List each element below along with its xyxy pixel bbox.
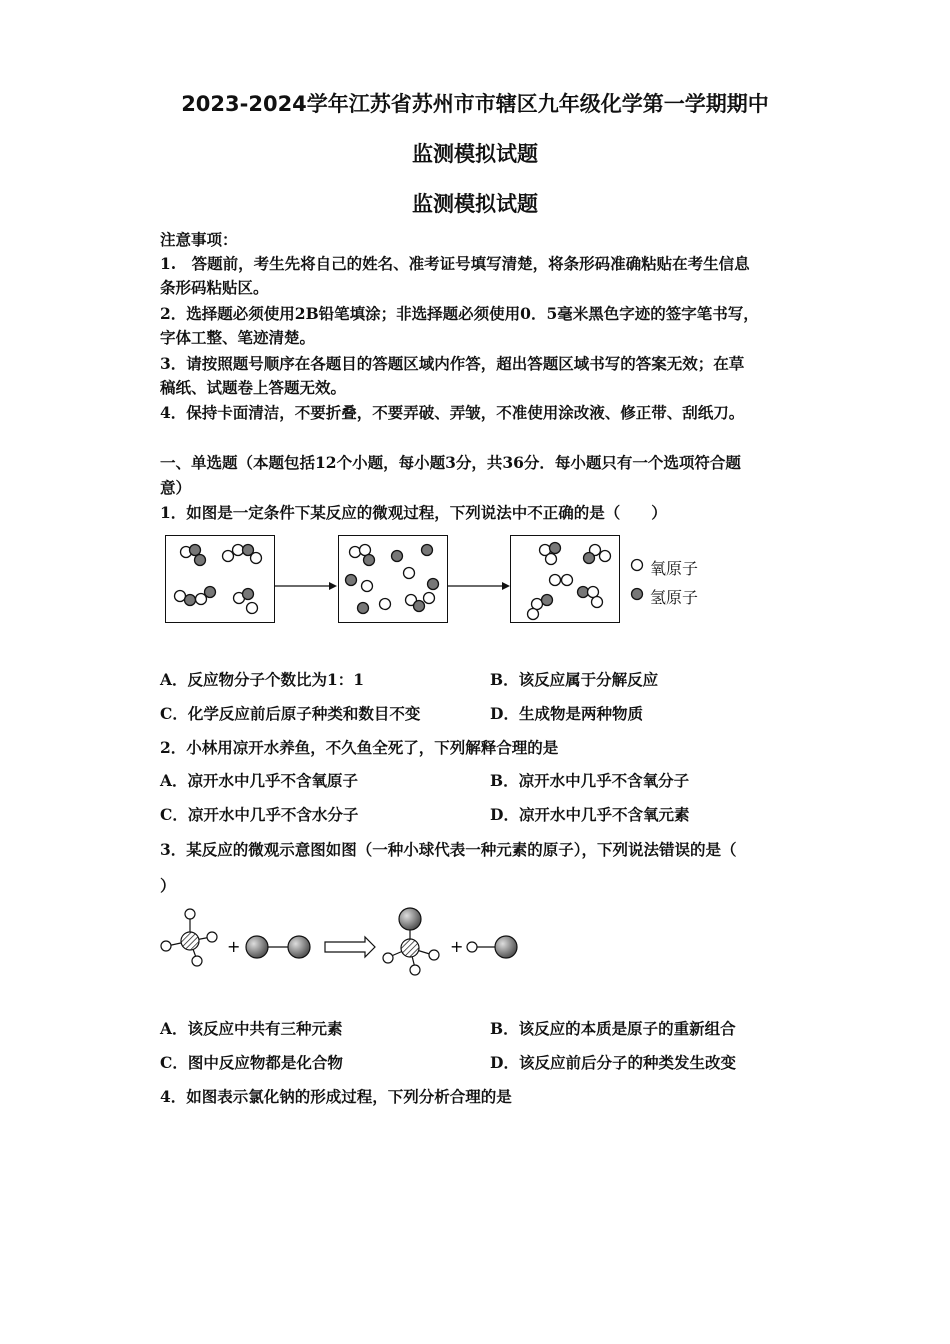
section-heading-cont: 意） (160, 478, 192, 497)
notice-line: 1. 答题前，考生先将自己的姓名、准考证号填写清楚，将条形码准确粘贴在考生信息 (160, 254, 750, 273)
q1-box-reactants (165, 535, 275, 623)
q3-stem-cont: ） (160, 876, 176, 895)
q1-box-intermediate (338, 535, 448, 623)
q2-option-d[interactable]: D．凉开水中几乎不含氧元素 (490, 805, 690, 824)
q1-option-c[interactable]: C．化学反应前后原子种类和数目不变 (160, 704, 421, 723)
q1-option-b[interactable]: B．该反应属于分解反应 (490, 670, 659, 689)
q3-option-c[interactable]: C．图中反应物都是化合物 (160, 1053, 343, 1072)
q1-reactant-molecules (166, 536, 274, 622)
notice-line: 条形码粘贴区。 (160, 278, 269, 297)
notice-heading: 注意事项： (160, 230, 238, 249)
q1-option-d[interactable]: D．生成物是两种物质 (490, 704, 643, 723)
legend-hydrogen-label: 氢原子 (650, 588, 699, 607)
notice-line: 3．请按照题号顺序在各题目的答题区域内作答，超出答题区域书写的答案无效；在草 (160, 354, 745, 373)
q2-option-a[interactable]: A．凉开水中几乎不含氧原子 (160, 771, 359, 790)
notice-line: 稿纸、试题卷上答题无效。 (160, 378, 347, 397)
notice-line: 2．选择题必须使用2B铅笔填涂；非选择题必须使用0．5毫米黑色字迹的签字笔书写， (160, 304, 759, 323)
q1-option-a[interactable]: A．反应物分子个数比为1：1 (160, 670, 365, 689)
page-subtitle-repeat: 监测模拟试题 (412, 192, 538, 216)
q1-arrow-1 (275, 580, 337, 592)
section-heading: 一、单选题（本题包括12个小题，每小题3分，共36分．每小题只有一个选项符合题 (160, 453, 741, 472)
notice-line: 字体工整、笔迹清楚。 (160, 328, 316, 347)
q4-stem: 4．如图表示氯化钠的形成过程，下列分析合理的是 (160, 1087, 512, 1106)
q1-stem: 1．如图是一定条件下某反应的微观过程，下列说法中不正确的是（ ） (160, 503, 667, 522)
q1-product-molecules (511, 536, 619, 622)
q3-reaction-diagram (155, 900, 535, 985)
oxygen-atom-legend-icon (630, 558, 644, 572)
notice-line: 4．保持卡面清洁，不要折叠，不要弄破、弄皱，不准使用涂改液、修正带、刮纸刀。 (160, 403, 745, 422)
legend-oxygen-label: 氧原子 (650, 559, 699, 578)
q2-stem: 2．小林用凉开水养鱼，不久鱼全死了，下列解释合理的是 (160, 738, 559, 757)
q3-option-a[interactable]: A．该反应中共有三种元素 (160, 1019, 343, 1038)
q2-option-c[interactable]: C．凉开水中几乎不含水分子 (160, 805, 359, 824)
svg-text:+: + (227, 937, 241, 956)
q3-option-d[interactable]: D．该反应前后分子的种类发生改变 (490, 1053, 736, 1072)
q1-intermediate-atoms (339, 536, 447, 622)
page-title: 2023-2024学年江苏省苏州市市辖区九年级化学第一学期期中 (181, 92, 769, 116)
hydrogen-atom-legend-icon (630, 587, 644, 601)
svg-text:+: + (450, 937, 464, 956)
q3-option-b[interactable]: B．该反应的本质是原子的重新组合 (490, 1019, 736, 1038)
q2-option-b[interactable]: B．凉开水中几乎不含氧分子 (490, 771, 690, 790)
q1-box-products (510, 535, 620, 623)
page-subtitle: 监测模拟试题 (412, 142, 538, 166)
q3-stem: 3．某反应的微观示意图如图（一种小球代表一种元素的原子），下列说法错误的是（ (160, 840, 737, 859)
q1-arrow-2 (448, 580, 510, 592)
